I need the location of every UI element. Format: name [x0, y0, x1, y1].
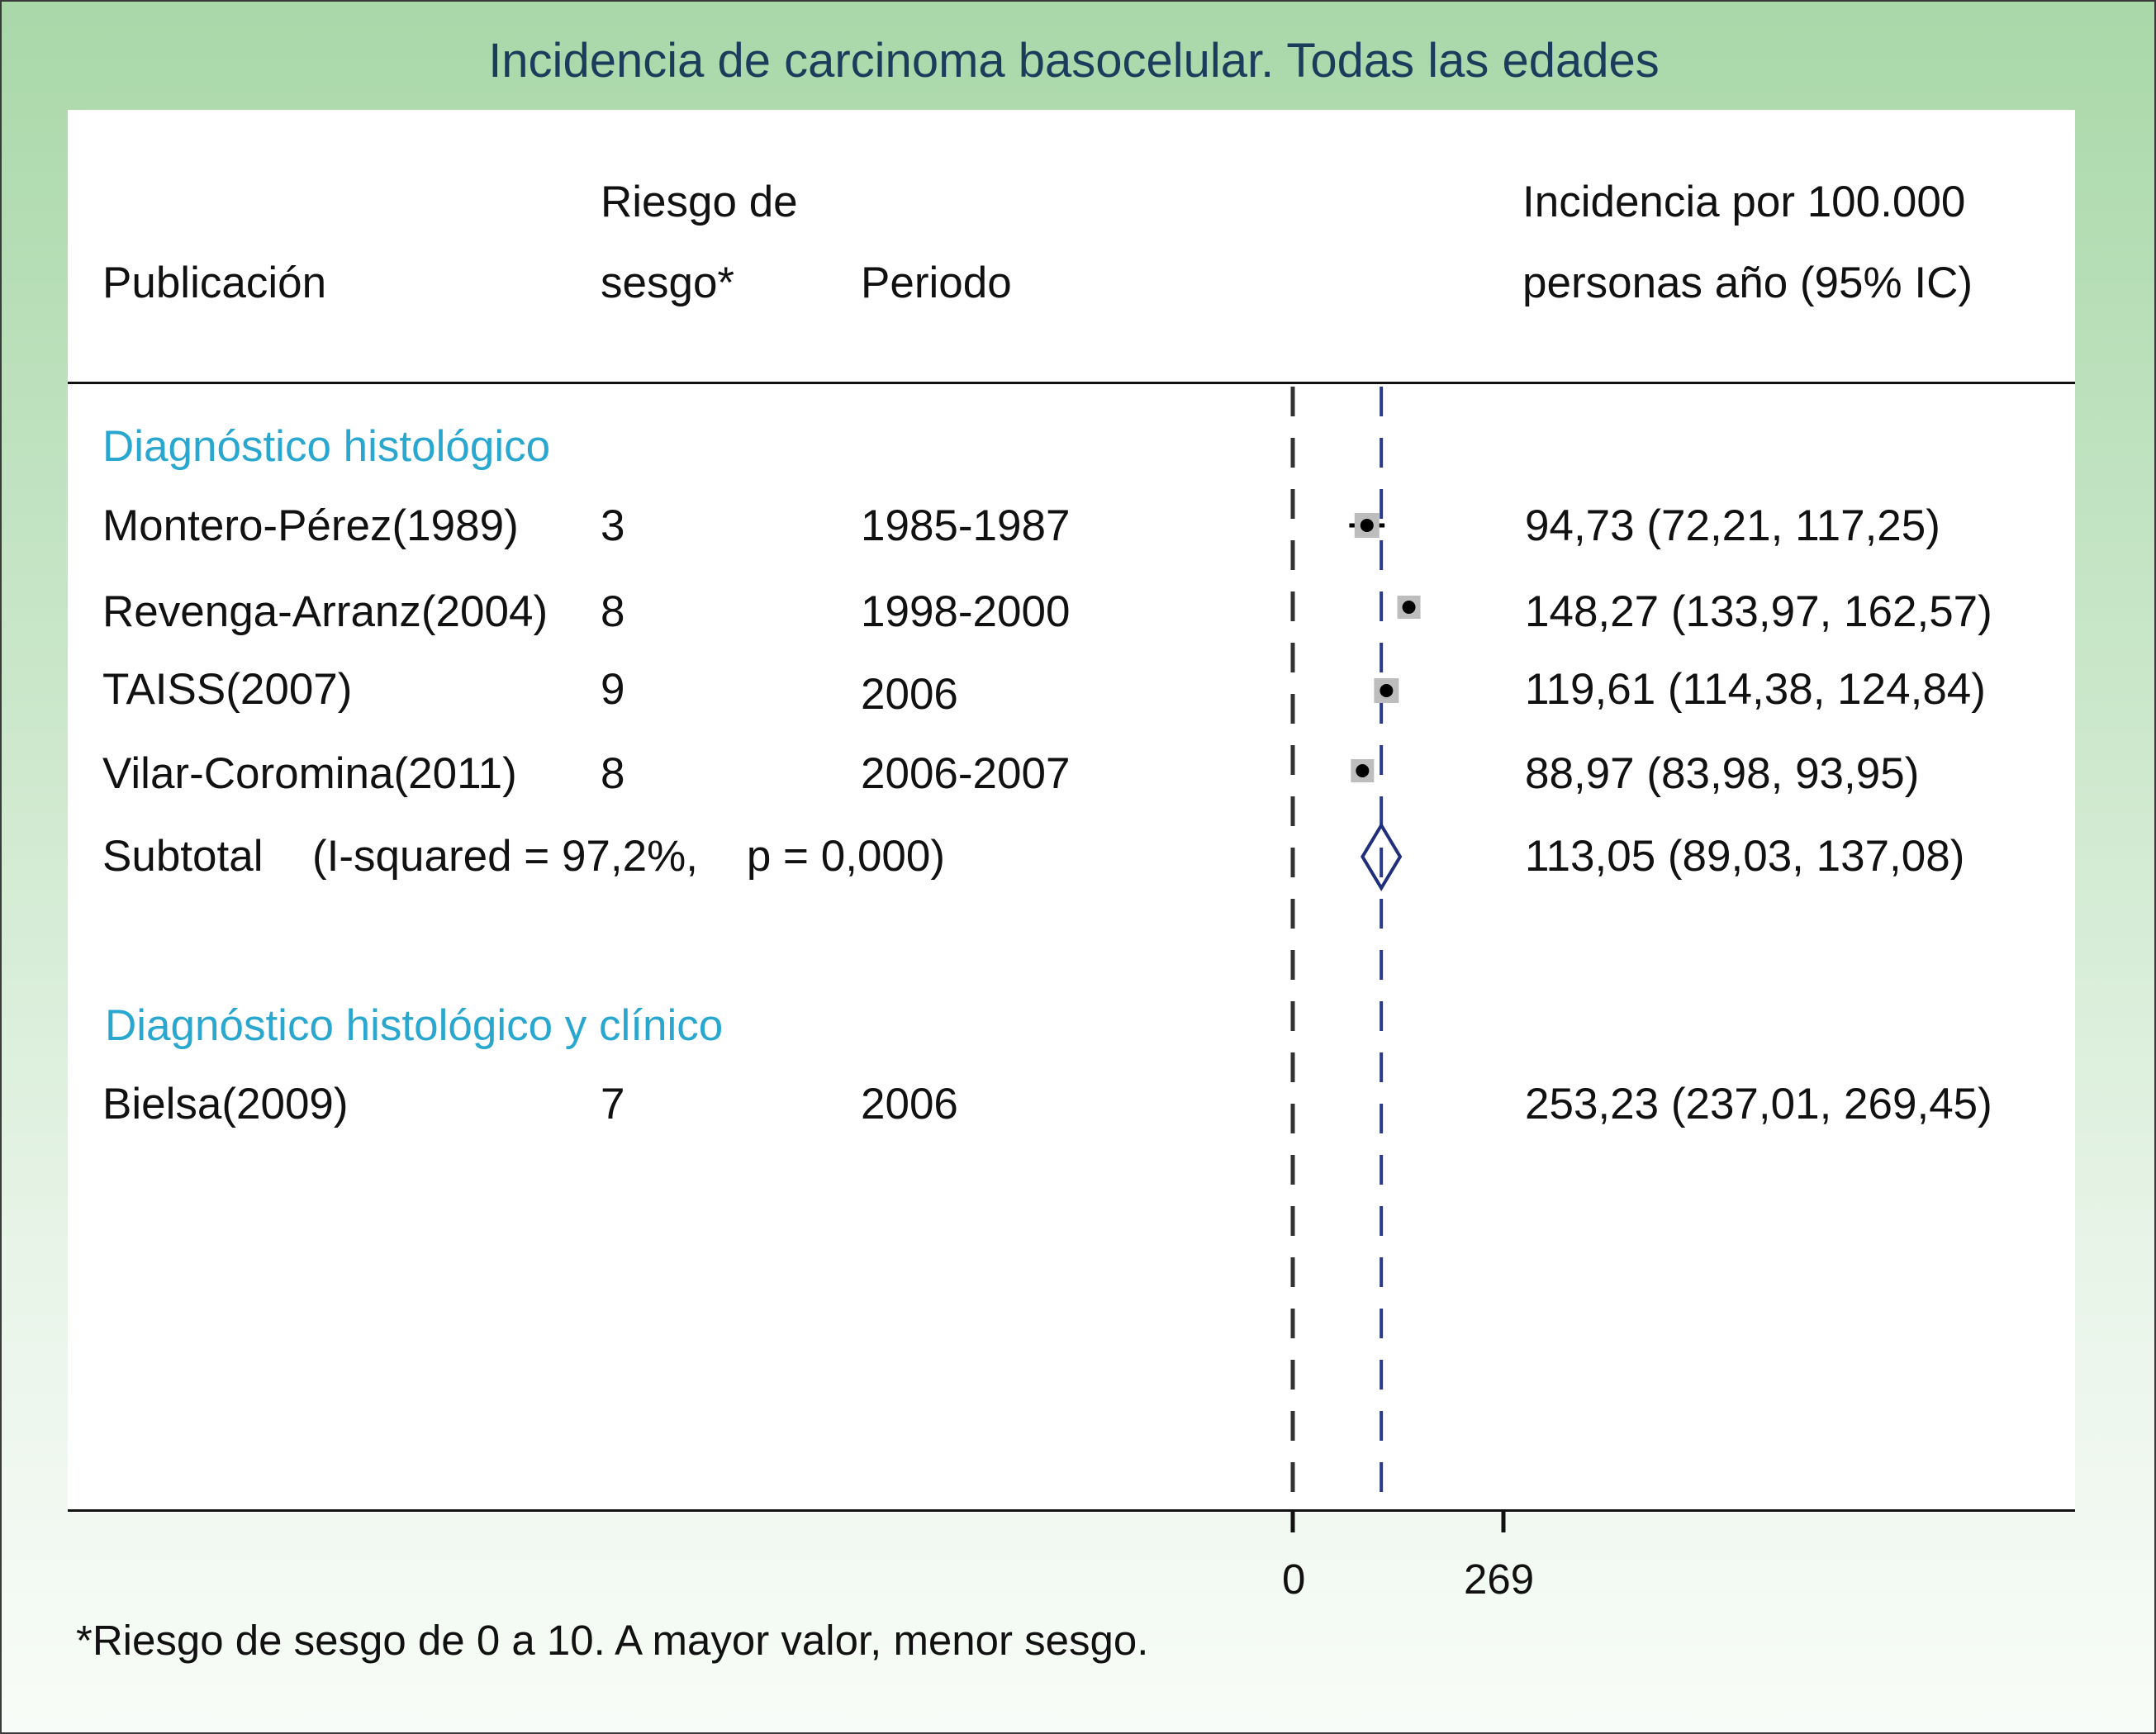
study-riesgo: 9	[601, 665, 625, 714]
study-publicacion: Vilar-Coromina(2011)	[102, 749, 517, 798]
study-periodo: 1985-1987	[861, 501, 1071, 550]
x-tick-label: 0	[1282, 1556, 1306, 1603]
point-estimate	[1403, 601, 1416, 614]
header-incidencia-line1: Incidencia por 100.000	[1522, 178, 1966, 226]
subtotal-ci-text: 113,05 (89,03, 137,08)	[1525, 832, 1965, 881]
study-riesgo: 3	[601, 501, 625, 550]
study-periodo: 2006	[861, 1080, 958, 1128]
subtotal-label: Subtotal	[102, 832, 264, 881]
study-periodo: 1998-2000	[861, 587, 1071, 636]
x-tick-label: 269	[1464, 1556, 1535, 1603]
study-publicacion: Bielsa(2009)	[102, 1080, 349, 1128]
study-ci-text: 253,23 (237,01, 269,45)	[1525, 1080, 1992, 1128]
footnote: *Riesgo de sesgo de 0 a 10. A mayor valor, menor sesgo.	[76, 1617, 1149, 1664]
study-riesgo: 8	[601, 749, 625, 798]
study-publicacion: TAISS(2007)	[102, 665, 353, 714]
study-periodo: 2006	[861, 670, 958, 719]
point-estimate	[1356, 764, 1369, 777]
study-ci-text: 88,97 (83,98, 93,95)	[1525, 749, 1920, 798]
study-riesgo: 8	[601, 587, 625, 636]
header-periodo: Periodo	[861, 259, 1012, 307]
header-incidencia-line2: personas año (95% IC)	[1522, 259, 1973, 307]
study-riesgo: 7	[601, 1080, 625, 1128]
header-publicacion: Publicación	[102, 259, 327, 307]
subtotal-stats: (I-squared = 97,2%, p = 0,000)	[312, 832, 946, 881]
point-estimate	[1361, 519, 1374, 532]
header-riesgo-line1: Riesgo de	[601, 178, 798, 226]
header-riesgo-line2: sesgo*	[601, 259, 735, 307]
study-ci-text: 94,73 (72,21, 117,25)	[1525, 501, 1940, 550]
chart-title: Incidencia de carcinoma basocelular. Todas las edades	[488, 34, 1660, 88]
point-estimate	[1380, 684, 1393, 697]
group-label: Diagnóstico histológico y clínico	[105, 1001, 724, 1050]
study-publicacion: Montero-Pérez(1989)	[102, 501, 519, 550]
study-periodo: 2006-2007	[861, 749, 1071, 798]
study-ci-text: 148,27 (133,97, 162,57)	[1525, 587, 1992, 636]
study-ci-text: 119,61 (114,38, 124,84)	[1525, 665, 1986, 714]
group-label: Diagnóstico histológico	[102, 422, 551, 471]
study-publicacion: Revenga-Arranz(2004)	[102, 587, 548, 636]
